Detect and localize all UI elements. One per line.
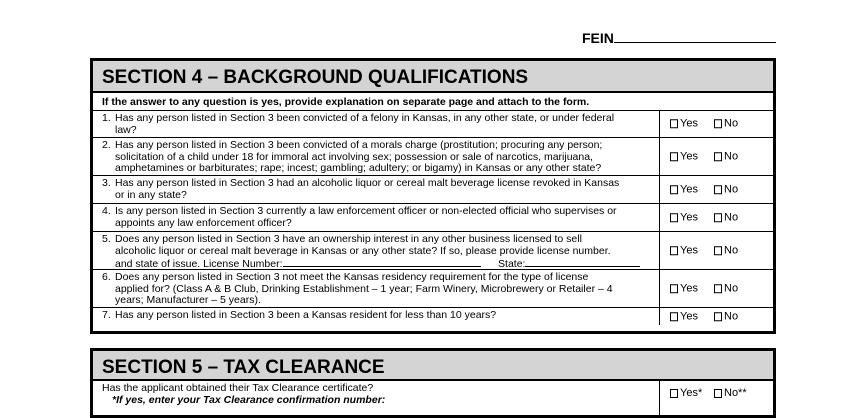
checkbox-icon[interactable] (670, 185, 678, 194)
yes-checkbox[interactable]: Yes (670, 283, 698, 295)
tax-clearance-sub: *If yes, enter your Tax Clearance confirmation number: (112, 393, 386, 406)
license-number-line[interactable] (283, 257, 481, 267)
no-checkbox[interactable]: No** (714, 388, 747, 400)
fein-field (582, 28, 776, 46)
checkbox-icon[interactable] (714, 185, 722, 194)
checkbox-icon[interactable] (670, 284, 678, 293)
checkbox-icon[interactable] (670, 312, 678, 321)
section-4 (90, 58, 776, 334)
question-row-5 (93, 232, 773, 270)
no-checkbox[interactable]: No (714, 212, 738, 224)
section-4-title: SECTION 4 – BACKGROUND QUALIFICATIONS (93, 61, 773, 93)
no-checkbox[interactable]: No (714, 184, 738, 196)
question-text: 3. Has any person listed in Section 3 had an alcoholic liquor or cereal malt beverage license revoked in Kansas or in any state? (102, 177, 620, 201)
checkbox-icon[interactable] (670, 389, 678, 398)
checkbox-icon[interactable] (714, 213, 722, 222)
no-checkbox[interactable]: No (714, 245, 738, 257)
checkbox-icon[interactable] (714, 152, 722, 161)
question-text: 4. Is any person listed in Section 3 currently a law enforcement officer or non-elected official who supervises or appoints any law enforcement officer? (102, 205, 617, 229)
question-row-3 (93, 176, 773, 204)
checkbox-icon[interactable] (714, 312, 722, 321)
question-text: Has the applicant obtained their Tax Clearance certificate? *If yes, enter your Tax Clearance confirmation number: (102, 383, 658, 406)
question-row-6 (93, 270, 773, 308)
question-row-1 (93, 111, 773, 138)
section-5 (90, 348, 776, 418)
fein-input-line[interactable] (614, 28, 776, 43)
question-row-7 (93, 308, 773, 325)
no-checkbox[interactable]: No (714, 311, 738, 323)
yes-checkbox[interactable]: Yes (670, 118, 698, 130)
checkbox-icon[interactable] (670, 120, 678, 129)
yes-checkbox[interactable]: Yes* (670, 388, 702, 400)
question-text: 5. Does any person listed in Section 3 have an ownership interest in any other business licensed to sell alcoholic liquor or cereal malt beverage in Kansas or any other state? If so, please provide license number. and state of issue. License Number: State: (102, 234, 658, 271)
checkbox-icon[interactable] (670, 246, 678, 255)
question-row-2 (93, 138, 773, 176)
question-text: 6. Does any person listed in Section 3 not meet the Kansas residency requirement for the type of license applied for? (Class A & B Club, Drinking Establishment – 1 year; Farm Winery, Microbrewery or Retailer – 4 years; Manufacturer – 5 years). (102, 271, 613, 306)
yes-checkbox[interactable]: Yes (670, 212, 698, 224)
question-text: 1. Has any person listed in Section 3 been convicted of a felony in Kansas, in any other state, or under federal law? (102, 112, 615, 136)
no-checkbox[interactable]: No (714, 151, 738, 163)
section-5-title: SECTION 5 – TAX CLEARANCE (93, 351, 773, 381)
yes-checkbox[interactable]: Yes (670, 245, 698, 257)
checkbox-icon[interactable] (714, 120, 722, 129)
question-row-4 (93, 204, 773, 232)
checkbox-icon[interactable] (714, 389, 722, 398)
tax-clearance-row (93, 381, 773, 415)
checkbox-icon[interactable] (714, 246, 722, 255)
checkbox-icon[interactable] (670, 213, 678, 222)
question-text: 2. Has any person listed in Section 3 been convicted of a morals charge (prostitution; procuring any person; solicitation of a child under 18 for immoral act involving sex; possession or sale of narcotics, marijuana, amphetamines or barbiturates; rape; incest; gambling; adultery; or bigamy) in Kansas or any other state? (102, 139, 603, 174)
checkbox-icon[interactable] (714, 284, 722, 293)
fein-label: FEIN (582, 30, 614, 46)
checkbox-icon[interactable] (670, 152, 678, 161)
yes-checkbox[interactable]: Yes (670, 184, 698, 196)
yes-checkbox[interactable]: Yes (670, 311, 698, 323)
question-text: 7. Has any person listed in Section 3 been a Kansas resident for less than 10 years? (102, 309, 497, 321)
no-checkbox[interactable]: No (714, 283, 738, 295)
no-checkbox[interactable]: No (714, 118, 738, 130)
yes-checkbox[interactable]: Yes (670, 151, 698, 163)
section-4-instruction: If the answer to any question is yes, provide explanation on separate page and attach to the form. (93, 93, 773, 111)
state-line[interactable] (525, 257, 640, 267)
